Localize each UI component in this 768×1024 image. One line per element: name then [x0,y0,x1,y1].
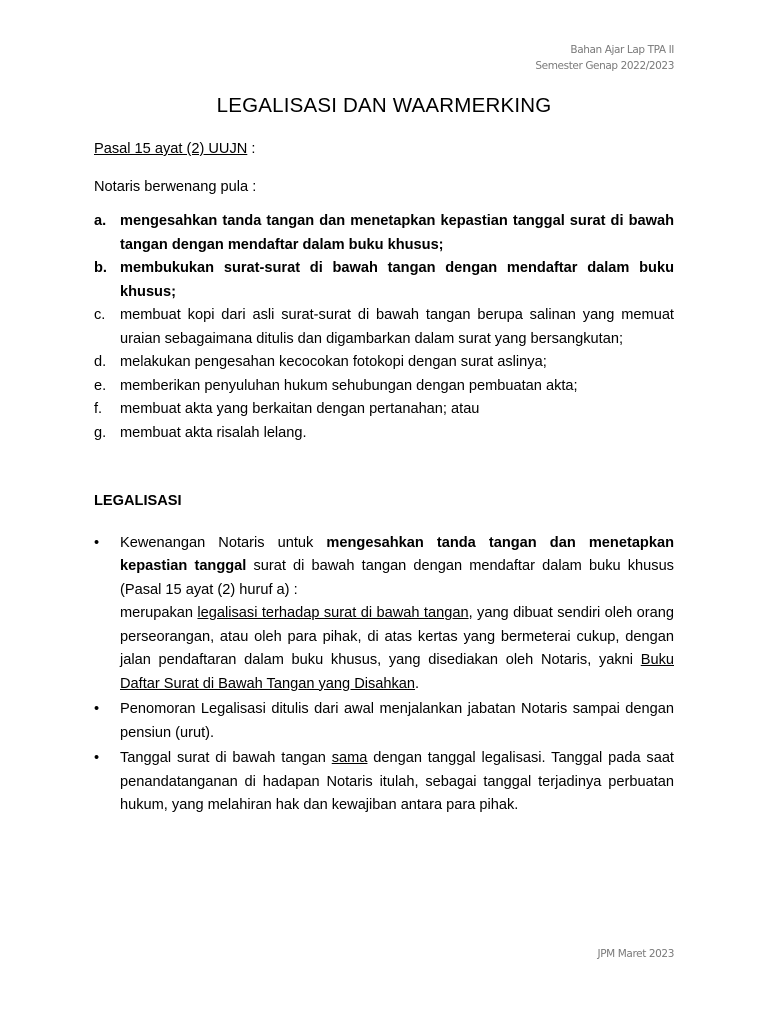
bullet-text: , yang dibuat sendiri oleh orang perseorangan, atau oleh para pihak, di atas kertas yang bermeterai cukup, dengan jalan pendaftaran dalam buku khusus, yang disediakan oleh Notaris, yakni [120,605,674,668]
list-item [94,351,674,375]
bullet-item [94,747,674,818]
list-item [94,375,674,399]
page-footer: JPM Maret 2023 [597,948,674,960]
list-item-label: c. [94,307,106,323]
bullet-text: Tanggal surat di bawah tangan [120,750,332,766]
list-item-text: membukukan surat-surat di bawah tangan dengan mendaftar dalam buku khusus; [120,260,674,300]
bullet-icon: • [94,701,100,717]
list-item-label: d. [94,354,107,370]
list-item-label: f. [94,401,103,417]
list-item [94,398,674,422]
header-course: Bahan Ajar Lap TPA II [570,44,674,56]
bullet-icon: • [94,534,100,551]
pasal-ref-suffix: : [247,141,256,157]
list-item-label: a. [94,213,107,229]
list-item-text: mengesahkan tanda tangan dan menetapkan kepastian tanggal surat di bawah tangan dengan mendaftar dalam buku khusus; [120,213,674,253]
list-item [94,304,674,351]
intro-text: Notaris berwenang pula : [94,178,257,195]
header-semester: Semester Genap 2022/2023 [535,60,674,72]
pasal-reference [94,138,674,162]
bullet-icon: • [94,750,100,766]
list-item-label: b. [94,260,107,276]
authority-list [94,210,674,445]
list-item-label: g. [94,424,107,441]
list-item-text: memberikan penyuluhan hukum sehubungan dengan pembuatan akta; [120,377,578,394]
bullet-text: surat di bawah tangan dengan mendaftar dalam buku khusus (Pasal 15 ayat (2) huruf a) : [120,558,674,598]
list-item-label: e. [94,377,107,394]
section-heading-legalisasi: LEGALISASI [94,493,182,509]
list-item-text: melakukan pengesahan kecocokan fotokopi dengan surat aslinya; [120,354,547,370]
page-header [535,42,674,74]
list-item [94,210,674,257]
list-item-text: membuat akta risalah lelang. [120,424,307,441]
legalisasi-bullets [94,532,674,818]
document-title: LEGALISASI DAN WAARMERKING [216,94,552,117]
list-item-text: membuat kopi dari asli surat-surat di bawah tangan berupa salinan yang memuat uraian sebagaimana ditulis dan digambarkan dalam surat yang bersangkutan; [120,307,674,347]
document-body [94,138,674,820]
list-item-text: membuat akta yang berkaitan dengan pertanahan; atau [120,401,480,417]
pasal-ref-text: Pasal 15 ayat (2) UUJN [94,141,248,157]
bullet-text-underlined: legalisasi terhadap surat di bawah tangan [197,605,469,621]
bullet-text: . [415,675,420,692]
list-item [94,257,674,304]
bullet-item [94,698,674,745]
bullet-item [94,532,674,697]
bullet-text: Kewenangan Notaris untuk [120,534,327,551]
bullet-text: dengan tanggal legalisasi. Tanggal pada saat penandatanganan di hadapan Notaris itulah, sebagai tanggal terjadinya perbuatan hukum, yang melahiran hak dan kewajiban antara para pihak. [120,750,674,813]
bullet-text-underlined: sama [331,750,368,766]
bullet-text-bold: mengesahkan tanda tangan dan menetapkan kepastian tanggal [120,534,674,574]
bullet-text-underlined: Buku Daftar Surat di Bawah Tangan yang Disahkan [120,652,674,692]
bullet-text: Penomoran Legalisasi ditulis dari awal menjalankan jabatan Notaris sampai dengan pensiun (urut). [120,701,674,741]
bullet-text: merupakan [120,605,198,621]
list-item [94,422,674,446]
